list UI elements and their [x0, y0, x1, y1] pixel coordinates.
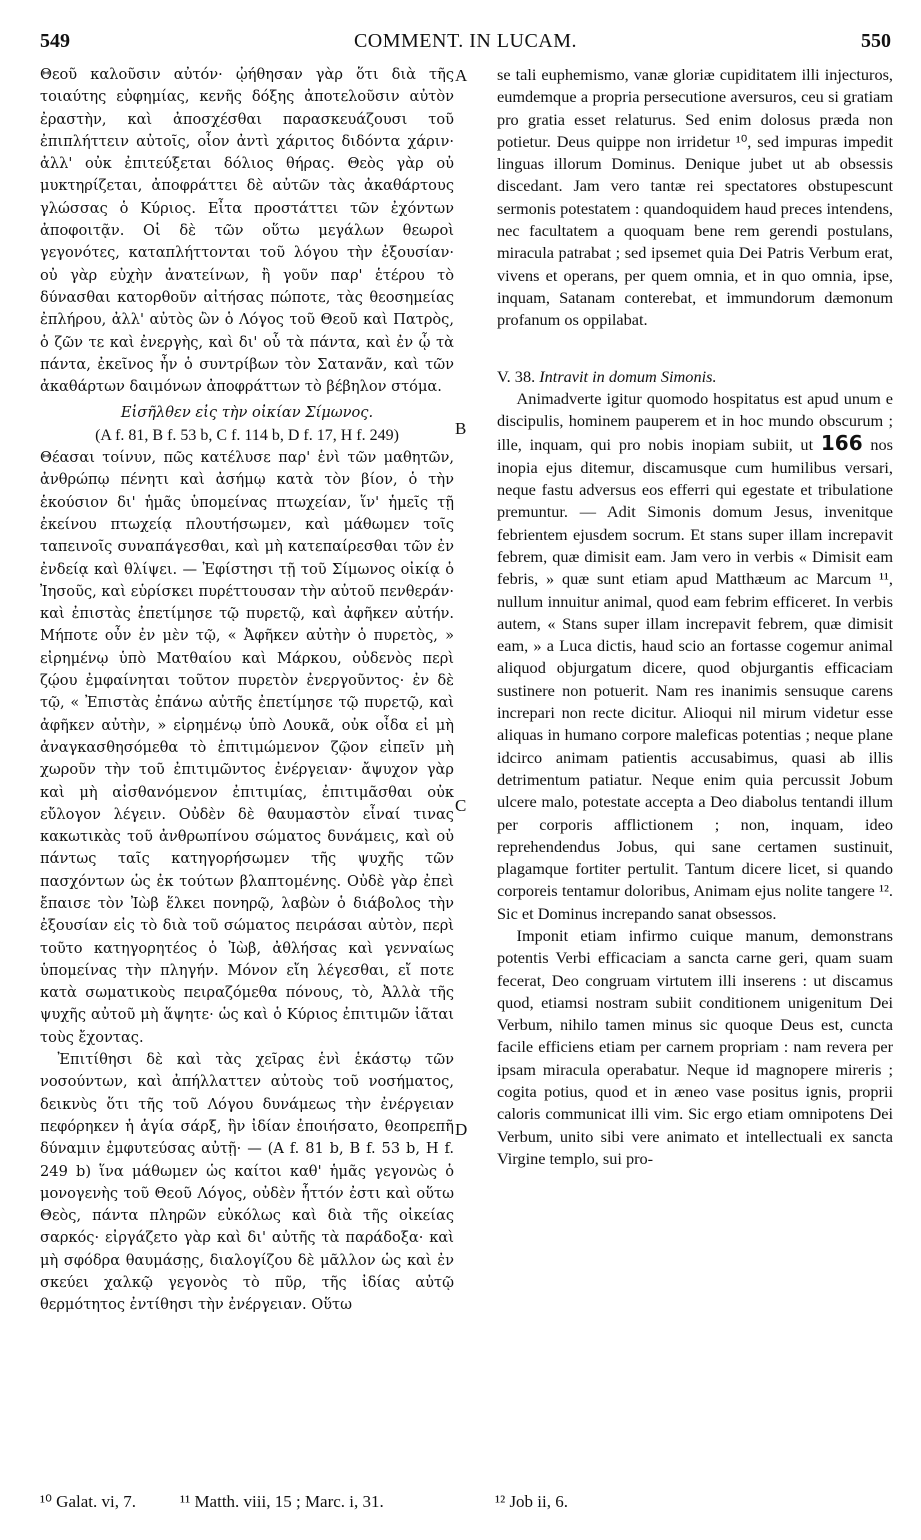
latin-paragraph-2 [497, 388, 893, 925]
running-header [40, 30, 891, 60]
latin-paragraph-1: se tali euphemismo, vanæ gloriæ cupiditatem illi injecturos, eumdemque a propria persecutione aversuros, ceu si gratiam pro gratia esset relaturus. Sed enim dolosus præda non potietur. Deus quippe non irridetur ¹⁰, sed impuras impedit linguas illorum Dominus. Denique jubet ut ab obsessis discedant. Jam vero tantæ rei spectatores obstupescunt sermonis potestatem : quandoquidem haud preces intendens, nec facultatem a quoquam bene rem gerendi postulans, miracula patrabat ; sed ipsemet quia Dei Patris Verbum erat, vivens et operans, per quem omnia, et in quo omnia, ipse, inquam, Satanam conterebat, et immundorum dæmonum profanum os oppilabat. [497, 65, 893, 330]
footnotes [40, 1492, 891, 1518]
latin-paragraph-2b: nos inopia ejus ditemur, discamusque cum humilibus versari, neque fastu adversus eos efferri qui egestate et tribulatione premuntur. — Adit Simonis domum Jesus, invenitque febrientem ejusdem socrum. Et stans super illam increpavit febrem, quæ dimisit eam. Jam vero in verbis « Dimisit eam febris, » quæ sunt etiam apud Matthæum ac Marcum ¹¹, nullum innuitur animal, quod eam febrim efficeret. In verbis autem, « Stans super illam increpavit febrem, quæ dimisit eam, » a Luca dictis, haud scio an fortasse cogemur animal aliquod objurgatum dicere, quod objurgantis efficaciam sustinere non potuerit. Nam res inanimis sensuque carens increpari non recte dicitur. Alioqui nil mirum videtur esse aliquas in humano corpore maleficas potentias ; neque plane idcirco animam patientis accusabimus, quasi ab illis detrimentum patiatur. Neque enim quia percussit Jobum ulcere malo, potestate accepta a Deo diabolus tentandi illum per corporis afflictionem ; non, inquam, ideo reprehendendus Jobus, qui sane certamen sustinuit, plagamque fortiter pertulit. Tantum dicere licet, si quando corporeis tentamur doloribus, Animam ejus nolite tangere ¹². Sic et Dominus increpando sanat obsessos. [497, 435, 893, 923]
margin-marker-a: A [455, 66, 468, 85]
greek-section-title: Εἰσῆλθεν εἰς τὴν οἰκίαν Σίμωνος. [120, 404, 374, 422]
page-number-left: 549 [40, 30, 70, 52]
verse-number: V. 38. [497, 366, 536, 386]
running-title: COMMENT. IN LUCAM. [353, 30, 578, 52]
latin-paragraph-3: Imponit etiam infirmo cuique manum, demonstrans potentis Verbi efficaciam a sancta carne geri, quam suam fecerat, Deo congruam virtutem illi inserens : ut discamus quod, etiamsi nostram subiit conditionem unigenitum Dei Verbum, nihilo tamen minus sic quoque Deus est, cuncta facile efficiens etiam per carnem propriam : nam revera per ipsam miracula operabatur. Neque id magnopere mireris ; cogita potius, quod et in æneo vase positus ignis, proprii caloris communicat illi vim. Sic ergo etiam omnipotens Dei Verbum, unito sibi vere animato et intellectuali ex sancta Virgine templo, sui pro- [497, 925, 893, 1168]
verse-title: Intravit in domum Simonis. [539, 366, 717, 386]
verse-heading [497, 366, 893, 388]
footnote-11: ¹¹ Matth. viii, 15 ; Marc. i, 31. [180, 1492, 384, 1511]
greek-paragraph-3: Ἐπιτίθησι δὲ καὶ τὰς χεῖρας ἑνὶ ἑκάστῳ τῶν νοσούντων, καὶ ἀπήλλαττεν αὐτοὺς τοῦ νοσήματος, δεικνὺς ὅτι τῆς τοῦ Λόγου δυνάμεως τὴν ἐνέργειαν πεφόρηκεν ἡ ἁγία σάρξ, ἣν ἰδίαν ἐποιήσατο, θεοπρεπῆ δύναμιν ἐμφυτεύσας αὐτῇ· — (A f. 81 b, B f. 53 b, H f. 249 b) ἵνα μάθωμεν ὡς καίτοι καθ' ἡμᾶς γεγονὼς ὁ μονογενὴς τοῦ Θεοῦ Λόγος, οὐδὲν ἧττόν ἐστι καὶ οὕτω Θεὸς, πάντα πληρῶν εὐκόλως καὶ διὰ τῆς οἰκείας σαρκός· εἰργάζετο γὰρ καὶ δι' αὐτῆς τὰ παράδοξα· καὶ μὴ σφόδρα θαυμάσῃς, διαλογίζου δὲ μᾶλλον ὡς καὶ ἐν σκεύει χαλκῷ γεγονὸς τὸ πῦρ, τῆς ἰδίας αὐτῷ θερμότητος ἐντίθησι τὴν ἐνέργειαν. Οὕτω [40, 1051, 454, 1314]
page-number-right: 550 [861, 30, 891, 52]
footnote-12: ¹² Job ii, 6. [495, 1492, 569, 1511]
margin-marker-d: D [455, 1120, 468, 1139]
margin-marker-b: B [455, 419, 467, 438]
margin-marker-c: C [455, 796, 467, 815]
greek-paragraph-2: Θέασαι τοίνυν, πῶς κατέλυσε παρ' ἑνὶ τῶν μαθητῶν, ἀνθρώπῳ πένητι καὶ ἀσήμῳ κατὰ τὸν βίον, ὁ τὴν ἑκούσιον δι' ἡμᾶς ὑπομείνας πτωχείαν, ἵν' ἡμεῖς τῇ ἐκείνου πτωχείᾳ πλουτήσωμεν, καὶ μάθωμεν τοῖς ταπεινοῖς συναπάγεσθαι, καὶ μὴ κατεπαίρεσθαι τῶν ἐν ἐνδείᾳ καὶ θλίψει. — Ἐφίστησι τῇ τοῦ Σίμωνος οἰκίᾳ ὁ Ἰησοῦς, καὶ εὑρίσκει πυρέττουσαν τὴν αὐτοῦ πενθεράν· καὶ ἐπιστὰς ἐπετίμησε τῷ πυρετῷ, καὶ ἀφῆκεν αὐτήν. Μήποτε οὖν ἐν μὲν τῷ, « Ἀφῆκεν αὐτὴν ὁ πυρετὸς, » εἰρημένῳ ὑπὸ Ματθαίου καὶ Μάρκου, οὐδενὸς περὶ ζῴου ἐμφαίνηται τοῦτον πυρετὸν ἐνεργοῦντος· ἐν δὲ τῷ, « Ἐπιστὰς ἐπάνω αὐτῆς ἐπετίμησε τῷ πυρετῷ, καὶ ἀφῆκεν αὐτὴν, » εἰρημένῳ ὑπὸ Λουκᾶ, οὐκ οἶδα εἰ μὴ ἀναγκασθησόμεθα τὸ ἐπιτιμώμενον ζῷον εἰπεῖν μὴ χωροῦν τὴν τοῦ ἐπιτιμῶντος ἐνέργειαν· ἄψυχον γὰρ καὶ μὴ αἰσθανόμενον ἐπιτιμίας, ἐπιτιμᾶσθαι οὐκ εὔλογον λέγειν. Οὐδὲν δὲ θαυμαστὸν εἶναί τινας κακωτικὰς τοῦ ἀνθρωπίνου σώματος δυνάμεις, καὶ οὐ πάντως ταῖς κατηγορήσωμεν τῆς ψυχῆς τῶν πασχόντων ὡς ἐκ τούτων βλαπτομένης. Οὐδὲ γὰρ ἐπεὶ ἔπαισε τὸν Ἰὼβ ἕλκει πονηρῷ, λαβὼν ὁ διάβολος τὴν ἐξουσίαν εἰς τὸ διὰ τοῦ σώματος πειράσαι αὐτὸν, περὶ τοῦτο κατηγορητέος ὁ Ἰὼβ, ἀθλήσας καὶ γενναίως ὑπομείνας τὴν πληγήν. Μόνον εἴη λέγεσθαι, εἴ ποτε κατὰ σωματικοὺς πειραζόμεθα πόνους, τὸ, Ἀλλὰ τῆς ψυχῆς αὐτοῦ μὴ ἅψητε· ὡς καὶ ὁ Κύριος ἐπιτιμῶν ἰᾶται τοὺς ἔχοντας. [40, 449, 454, 1046]
greek-column [40, 64, 454, 1486]
greek-paragraph-1: Θεοῦ καλοῦσιν αὐτόν· ᾠήθησαν γὰρ ὅτι διὰ τῆς τοιαύτης εὐφημίας, κενῆς δόξης ἀποτελοῦσιν αὐτὸν ἐραστὴν, καὶ ἀποσχέσθαι παρασκευάζουσι τοῦ ἐπιπλήττειν αὐτοῖς, οἷον ἀντὶ χάριτος διδόντα χάριν· ἀλλ' οὐκ ἐπιτεύξεται δόλιος θήρας. Θεὸς γὰρ οὐ μυκτηρίζεται, ἀποφράττει δὲ αὐτῶν τὰς ἀκαθάρτους γλώσσας ὁ Κύριος. Εἶτα προστάττει τῶν ἐχόντων ἀποφοιτᾷν. Οἱ δὲ τῶν οὕτω μεγάλων θεωροὶ γεγονότες, καταπλήττονται τοῦ λόγου τὴν ἐξουσίαν· οὐ γὰρ εὐχὴν ἀνατείνων, ἢ γοῦν παρ' ἑτέρου τὸ δύνασθαι κατορθοῦν αἰτήσας πώποτε, τὰς θεοσημείας ἐπλήρου, ἀλλ' αὐτὸς ὢν ὁ Λόγος τοῦ Θεοῦ καὶ Πατρὸς, ὁ ζῶν τε καὶ ἐνεργὴς, καὶ δι' οὗ τὰ πάντα, καὶ ἐν ᾧ τὰ πάντα, ἐκεῖνος ἦν ὁ συντρίβων τὸν Σατανᾶν, καὶ τῶν ἀκαθάρτων δαιμόνων ἀποφράττων τὸ βέβηλον στόμα. [40, 66, 454, 396]
footnote-10: ¹⁰ Galat. vi, 7. [40, 1492, 136, 1511]
greek-manuscript-reference: (A f. 81, B f. 53 b, C f. 114 b, D f. 17, H f. 249) [95, 426, 399, 444]
latin-column [497, 64, 893, 1486]
edition-page-marker: 166 [820, 431, 863, 456]
latin-paragraph-2a: Animadverte igitur quomodo hospitatus est apud unum e discipulis, hominem pauperem et in hoc mundo obscurum ; ille, inquam, qui pro nobis inopiam subiit, ut [497, 388, 893, 455]
